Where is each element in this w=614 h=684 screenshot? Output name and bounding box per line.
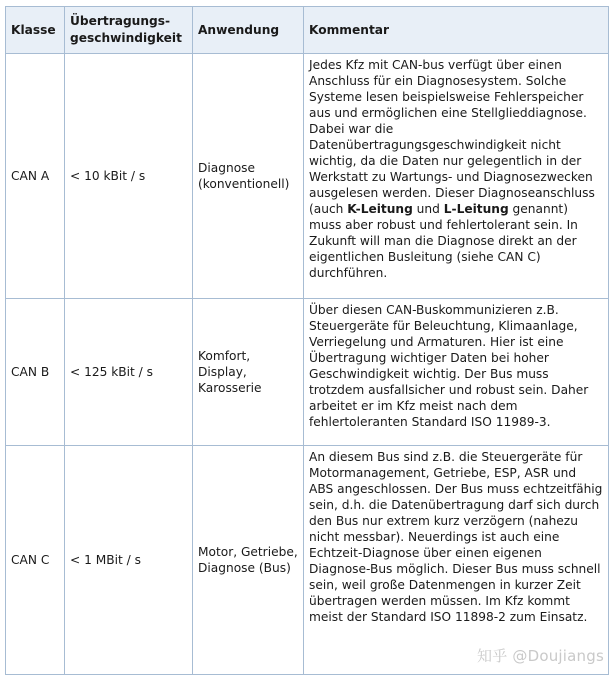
cell-klasse: CAN A [6,54,65,299]
comment-bold-k-leitung: K-Leitung [347,202,413,216]
comment-bold-l-leitung: L-Leitung [443,202,509,216]
cell-speed: < 10 kBit / s [65,54,193,299]
cell-anwendung: Diagnose (konventionell) [193,54,304,299]
cell-anwendung: Komfort, Display, Karosserie [193,299,304,446]
cell-klasse: CAN C [6,446,65,675]
table-row-can-a [6,54,609,299]
comment-text: genannt) muss aber robust und fehlertolerant sein. In Zukunft will man die Diagnose direkt an der eigentlichen Busleitung (siehe CAN C) durchführen. [309,202,578,280]
table-row-can-b [6,299,609,446]
header-speed: Übertragungs-geschwindigkeit [65,7,193,54]
table-row-can-c [6,446,609,675]
header-row [6,7,609,54]
watermark: 知乎 @Doujiangs [477,647,604,665]
cell-kommentar: Über diesen CAN-Buskommunizieren z.B. Steuergeräte für Beleuchtung, Klimaanlage, Verriegelung und Armaturen. Hier ist eine Übertragung wichtiger Daten bei hoher Geschwindigkeit wichtig. Der Bus muss trotzdem ausfallsicher und robust sein. Daher arbeitet er im Kfz meist nach dem fehlertoleranten Standard ISO 11989-3. [304,299,609,446]
cell-anwendung: Motor, Getriebe, Diagnose (Bus) [193,446,304,675]
can-classes-table [5,6,609,675]
cell-klasse: CAN B [6,299,65,446]
cell-speed: < 1 MBit / s [65,446,193,675]
comment-text: Jedes Kfz mit CAN-bus verfügt über einen Anschluss für ein Diagnosesystem. Solche Systeme lesen beispielsweise Fehlerspeicher aus und ermöglichen eine Stellglieddiagnose. Dabei war die Datenübertragungsgeschwindigkeit nicht wichtig, da die Daten nur gelegentlich in der Werkstatt zu Wartungs- und Diagnosezwecken ausgelesen werden. Dieser Diagnoseanschluss (auch [309,58,595,216]
cell-kommentar: An diesem Bus sind z.B. die Steuergeräte für Motormanagement, Getriebe, ESP, ASR und ABS angeschlossen. Der Bus muss echtzeitfähig sein, d.h. die Datenübertragung darf sich durch den Bus nur extrem kurz verzögern (nahezu nicht messbar). Neuerdings ist auch eine Echtzeit-Diagnose über einen eigenen Diagnose-Bus möglich. Dieser Bus muss schnell sein, weil große Datenmengen in kurzer Zeit übertragen werden müssen. Im Kfz kommt meist der Standard ISO 11898-2 zum Einsatz. [304,446,609,675]
header-anwendung: Anwendung [193,7,304,54]
comment-text: und [412,202,444,216]
header-kommentar: Kommentar [304,7,609,54]
header-klasse: Klasse [6,7,65,54]
cell-kommentar [304,54,609,299]
cell-speed: < 125 kBit / s [65,299,193,446]
